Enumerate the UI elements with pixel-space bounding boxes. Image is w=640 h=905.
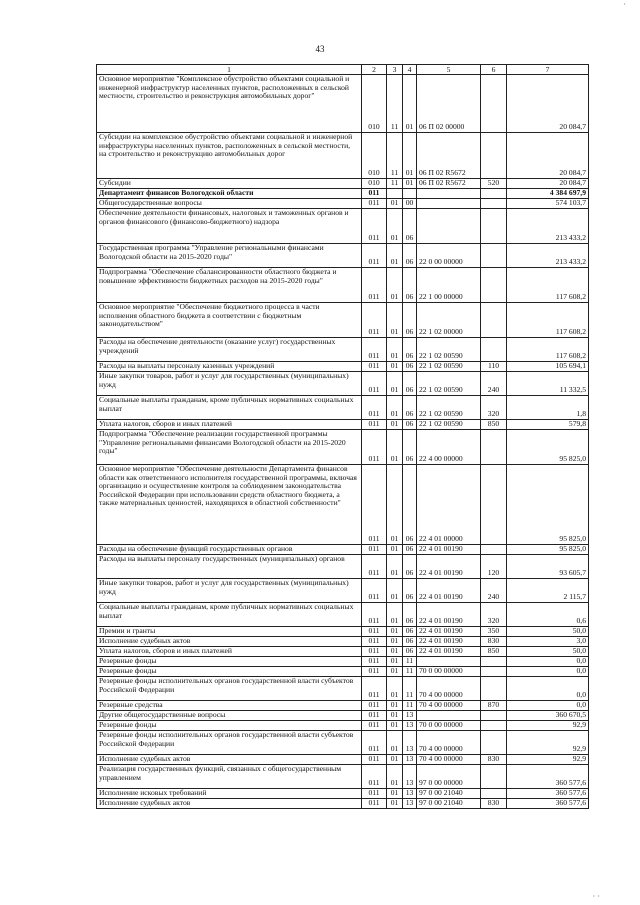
cell-subsection: 06 <box>403 579 417 603</box>
cell-subsection: 13 <box>403 765 417 789</box>
cell-subsection: 11 <box>403 667 417 677</box>
cell-expense-type: 320 <box>481 603 507 627</box>
cell-expense-type <box>481 199 507 209</box>
cell-section: 01 <box>387 755 403 765</box>
cell-target-article <box>417 209 481 244</box>
cell-target-article: 22 4 00 00000 <box>417 430 481 465</box>
cell-name: Резервные фонды исполнительных органов государственной власти субъектов Российской Федерации <box>97 731 362 755</box>
table-row <box>97 647 589 657</box>
table-row <box>97 545 589 555</box>
cell-amount: 0,0 <box>507 701 589 711</box>
col-header-2: 2 <box>362 65 387 75</box>
cell-amount: 92,9 <box>507 721 589 731</box>
cell-section: 01 <box>387 765 403 789</box>
cell-ministry-code: 011 <box>362 268 387 303</box>
cell-expense-type: 350 <box>481 627 507 637</box>
cell-amount: 50,0 <box>507 647 589 657</box>
cell-expense-type <box>481 465 507 545</box>
cell-section: 01 <box>387 657 403 667</box>
cell-subsection: 06 <box>403 430 417 465</box>
cell-ministry-code: 011 <box>362 465 387 545</box>
cell-amount: 93 605,7 <box>507 555 589 579</box>
cell-name: Департамент финансов Вологодской области <box>97 189 362 199</box>
cell-amount: 0,6 <box>507 603 589 627</box>
cell-subsection: 13 <box>403 789 417 799</box>
cell-target-article: 22 1 02 00000 <box>417 303 481 338</box>
table-row <box>97 701 589 711</box>
table-row <box>97 244 589 268</box>
cell-amount: 213 433,2 <box>507 244 589 268</box>
cell-amount: 105 694,1 <box>507 362 589 372</box>
cell-name: Уплата налогов, сборов и иных платежей <box>97 420 362 430</box>
cell-ministry-code: 011 <box>362 701 387 711</box>
cell-section: 01 <box>387 711 403 721</box>
cell-subsection: 06 <box>403 338 417 362</box>
cell-target-article: 22 4 01 00190 <box>417 647 481 657</box>
cell-subsection: 06 <box>403 244 417 268</box>
cell-section: 01 <box>387 545 403 555</box>
cell-target-article <box>417 199 481 209</box>
cell-ministry-code: 011 <box>362 199 387 209</box>
cell-ministry-code: 011 <box>362 711 387 721</box>
cell-expense-type: 240 <box>481 579 507 603</box>
cell-name: Уплата налогов, сборов и иных платежей <box>97 647 362 657</box>
cell-ministry-code: 011 <box>362 789 387 799</box>
cell-ministry-code: 010 <box>362 75 387 133</box>
table-row <box>97 667 589 677</box>
cell-ministry-code: 011 <box>362 765 387 789</box>
cell-name: Общегосударственные вопросы <box>97 199 362 209</box>
cell-section: 01 <box>387 420 403 430</box>
cell-section: 01 <box>387 789 403 799</box>
cell-subsection <box>403 189 417 199</box>
cell-amount: 95 825,0 <box>507 430 589 465</box>
table-row <box>97 765 589 789</box>
cell-subsection: 13 <box>403 755 417 765</box>
cell-name: Исполнение исковых требований <box>97 789 362 799</box>
cell-expense-type <box>481 338 507 362</box>
cell-target-article: 70 4 00 00000 <box>417 701 481 711</box>
table-row <box>97 303 589 338</box>
cell-amount: 360 577,6 <box>507 789 589 799</box>
cell-ministry-code: 011 <box>362 731 387 755</box>
cell-target-article: 22 4 01 00000 <box>417 465 481 545</box>
table-row <box>97 209 589 244</box>
cell-name: Расходы на обеспечение функций государственных органов <box>97 545 362 555</box>
cell-subsection: 06 <box>403 362 417 372</box>
cell-subsection: 01 <box>403 75 417 133</box>
cell-section: 01 <box>387 303 403 338</box>
cell-amount: 92,9 <box>507 755 589 765</box>
cell-ministry-code: 011 <box>362 189 387 199</box>
cell-amount: 213 433,2 <box>507 209 589 244</box>
cell-subsection: 06 <box>403 555 417 579</box>
cell-ministry-code: 011 <box>362 545 387 555</box>
table-row <box>97 362 589 372</box>
table-row <box>97 75 589 133</box>
cell-ministry-code: 011 <box>362 657 387 667</box>
cell-expense-type <box>481 765 507 789</box>
cell-ministry-code: 011 <box>362 677 387 701</box>
cell-target-article: 70 4 00 00000 <box>417 677 481 701</box>
cell-ministry-code: 011 <box>362 637 387 647</box>
cell-name: Премии и гранты <box>97 627 362 637</box>
cell-amount: 117 608,2 <box>507 338 589 362</box>
cell-section: 01 <box>387 199 403 209</box>
cell-expense-type: 830 <box>481 637 507 647</box>
cell-ministry-code: 010 <box>362 179 387 189</box>
cell-expense-type <box>481 303 507 338</box>
cell-amount: 2 115,7 <box>507 579 589 603</box>
table-row <box>97 731 589 755</box>
cell-section: 01 <box>387 677 403 701</box>
cell-ministry-code: 011 <box>362 420 387 430</box>
cell-ministry-code: 011 <box>362 362 387 372</box>
cell-section: 01 <box>387 721 403 731</box>
cell-target-article: 70 4 00 00000 <box>417 731 481 755</box>
cell-expense-type: 320 <box>481 396 507 420</box>
cell-section: 01 <box>387 430 403 465</box>
cell-target-article: 22 1 02 00590 <box>417 372 481 396</box>
cell-expense-type <box>481 430 507 465</box>
cell-subsection: 13 <box>403 731 417 755</box>
cell-amount: 11 332,5 <box>507 372 589 396</box>
cell-name: Исполнение судебных актов <box>97 637 362 647</box>
corner-mark-top: · <box>623 0 626 9</box>
cell-amount: 20 084,7 <box>507 179 589 189</box>
table-row <box>97 338 589 362</box>
cell-target-article: 22 4 01 00190 <box>417 579 481 603</box>
cell-ministry-code: 011 <box>362 430 387 465</box>
cell-subsection: 13 <box>403 711 417 721</box>
cell-expense-type: 850 <box>481 647 507 657</box>
cell-target-article: 22 4 01 00190 <box>417 545 481 555</box>
cell-name: Резервные фонды <box>97 721 362 731</box>
cell-expense-type <box>481 545 507 555</box>
cell-amount: 92,9 <box>507 731 589 755</box>
cell-section: 01 <box>387 603 403 627</box>
cell-amount: 95 825,0 <box>507 465 589 545</box>
cell-section: 01 <box>387 555 403 579</box>
cell-name: Резервные фонды исполнительных органов государственной власти субъектов Российской Федерации <box>97 677 362 701</box>
cell-amount: 3,0 <box>507 637 589 647</box>
col-header-7: 7 <box>507 65 589 75</box>
cell-amount: 360 670,5 <box>507 711 589 721</box>
table-row <box>97 555 589 579</box>
cell-amount: 50,0 <box>507 627 589 637</box>
cell-name: Основное мероприятие "Обеспечение деятельности Департамента финансов области как ответственного исполнителя государственной программы, включая организацию и осуществление контроля за соблюдением законодательства Российской Федерации при использовании средств областного бюджета, а также материальных ценностей, находящихся в областной собственности" <box>97 465 362 545</box>
cell-target-article: 22 4 01 00190 <box>417 637 481 647</box>
cell-name: Исполнение судебных актов <box>97 755 362 765</box>
cell-expense-type <box>481 209 507 244</box>
table-row <box>97 789 589 799</box>
table-row <box>97 430 589 465</box>
cell-ministry-code: 011 <box>362 372 387 396</box>
cell-ministry-code: 011 <box>362 721 387 731</box>
cell-expense-type <box>481 244 507 268</box>
cell-target-article: 22 4 01 00190 <box>417 555 481 579</box>
cell-name: Государственная программа "Управление региональными финансами Вологодской области на 2015-2020 годы" <box>97 244 362 268</box>
col-header-5: 5 <box>417 65 481 75</box>
cell-target-article: 97 0 00 21040 <box>417 799 481 809</box>
cell-expense-type: 240 <box>481 372 507 396</box>
col-header-6: 6 <box>481 65 507 75</box>
cell-expense-type <box>481 75 507 133</box>
cell-amount: 360 577,6 <box>507 799 589 809</box>
cell-name: Резервные фонды <box>97 657 362 667</box>
cell-amount: 4 384 697,9 <box>507 189 589 199</box>
cell-target-article: 70 0 00 00000 <box>417 667 481 677</box>
cell-amount: 20 084,7 <box>507 75 589 133</box>
cell-name: Подпрограмма "Обеспечение сбалансированности областного бюджета и повышение эффективности бюджетных расходов на 2015-2020 годы" <box>97 268 362 303</box>
cell-subsection: 13 <box>403 799 417 809</box>
cell-amount: 0,0 <box>507 677 589 701</box>
cell-name: Субсидии <box>97 179 362 189</box>
corner-mark-bottom: · · <box>592 892 600 901</box>
table-row <box>97 657 589 667</box>
cell-target-article: 22 1 02 00590 <box>417 362 481 372</box>
cell-ministry-code: 011 <box>362 396 387 420</box>
cell-subsection: 06 <box>403 268 417 303</box>
cell-expense-type: 850 <box>481 420 507 430</box>
cell-name: Расходы на выплаты персоналу государственных (муниципальных) органов <box>97 555 362 579</box>
table-row <box>97 677 589 701</box>
cell-name: Обеспечение деятельности финансовых, налоговых и таможенных органов и органов финансового (финансово-бюджетного) надзора <box>97 209 362 244</box>
cell-target-article <box>417 711 481 721</box>
cell-ministry-code: 011 <box>362 303 387 338</box>
table-row <box>97 372 589 396</box>
cell-name: Основное мероприятие "Комплексное обустройство объектами социальной и инженерной инфраструктур населенных пунктов, расположенных в сельской местности, строительство и реконструкция автомобильных дорог" <box>97 75 362 133</box>
cell-subsection: 06 <box>403 209 417 244</box>
cell-ministry-code: 011 <box>362 338 387 362</box>
cell-target-article: 22 1 02 00590 <box>417 396 481 420</box>
cell-target-article: 70 0 00 00000 <box>417 721 481 731</box>
cell-amount: 117 608,2 <box>507 303 589 338</box>
cell-amount: 579,8 <box>507 420 589 430</box>
cell-expense-type <box>481 189 507 199</box>
cell-subsection: 06 <box>403 603 417 627</box>
cell-name: Социальные выплаты гражданам, кроме публичных нормативных социальных выплат <box>97 603 362 627</box>
cell-expense-type <box>481 721 507 731</box>
cell-name: Основное мероприятие "Обеспечение бюджетного процесса в части исполнения областного бюджета в соответствии с бюджетным законодательством" <box>97 303 362 338</box>
cell-subsection: 11 <box>403 657 417 667</box>
cell-ministry-code: 011 <box>362 627 387 637</box>
cell-amount: 0,0 <box>507 667 589 677</box>
cell-name: Субсидии на комплексное обустройство объектами социальной и инженерной инфраструктуры населенных пунктов, расположенных в сельской местности, на строительство и реконструкцию автомобильных дорог <box>97 133 362 179</box>
cell-name: Реализация государственных функций, связанных с общегосударственным управлением <box>97 765 362 789</box>
table-row <box>97 637 589 647</box>
table-row <box>97 711 589 721</box>
cell-amount: 0,0 <box>507 657 589 667</box>
cell-subsection: 01 <box>403 133 417 179</box>
cell-name: Подпрограмма "Обеспечение реализации государственной программы "Управление региональными финансами Вологодской области на 2015-2020 годы" <box>97 430 362 465</box>
cell-target-article: 06 П 02 00000 <box>417 75 481 133</box>
cell-subsection: 06 <box>403 420 417 430</box>
table-row <box>97 396 589 420</box>
cell-section <box>387 189 403 199</box>
cell-subsection: 06 <box>403 465 417 545</box>
table-row <box>97 420 589 430</box>
table-row <box>97 579 589 603</box>
cell-ministry-code: 011 <box>362 667 387 677</box>
cell-name: Иные закупки товаров, работ и услуг для государственных (муниципальных) нужд <box>97 372 362 396</box>
table-row <box>97 799 589 809</box>
cell-expense-type <box>481 731 507 755</box>
cell-expense-type <box>481 268 507 303</box>
cell-section: 01 <box>387 396 403 420</box>
budget-table <box>96 64 589 809</box>
cell-section: 01 <box>387 465 403 545</box>
cell-section: 01 <box>387 209 403 244</box>
cell-section: 11 <box>387 179 403 189</box>
cell-target-article: 97 0 00 00000 <box>417 765 481 789</box>
cell-target-article: 22 1 02 00590 <box>417 338 481 362</box>
table-row <box>97 755 589 765</box>
cell-expense-type: 520 <box>481 179 507 189</box>
cell-section: 01 <box>387 579 403 603</box>
cell-subsection: 06 <box>403 637 417 647</box>
col-header-1: 1 <box>97 65 362 75</box>
cell-subsection: 13 <box>403 721 417 731</box>
cell-name: Резервные средства <box>97 701 362 711</box>
cell-subsection: 11 <box>403 701 417 711</box>
table-row <box>97 721 589 731</box>
cell-name: Расходы на обеспечение деятельности (оказание услуг) государственных учреждений <box>97 338 362 362</box>
cell-subsection: 11 <box>403 677 417 701</box>
cell-section: 01 <box>387 637 403 647</box>
cell-subsection: 06 <box>403 303 417 338</box>
cell-name: Исполнение судебных актов <box>97 799 362 809</box>
cell-subsection: 06 <box>403 545 417 555</box>
cell-name: Иные закупки товаров, работ и услуг для государственных (муниципальных) нужд <box>97 579 362 603</box>
cell-ministry-code: 011 <box>362 244 387 268</box>
cell-ministry-code: 011 <box>362 555 387 579</box>
cell-name: Расходы на выплаты персоналу казенных учреждений <box>97 362 362 372</box>
cell-target-article <box>417 657 481 667</box>
cell-subsection: 01 <box>403 179 417 189</box>
cell-target-article <box>417 189 481 199</box>
table-row <box>97 189 589 199</box>
cell-expense-type: 830 <box>481 755 507 765</box>
table-row <box>97 627 589 637</box>
cell-target-article: 22 1 02 00590 <box>417 420 481 430</box>
cell-section: 11 <box>387 75 403 133</box>
table-row <box>97 603 589 627</box>
col-header-4: 4 <box>403 65 417 75</box>
table-row <box>97 179 589 189</box>
cell-expense-type <box>481 657 507 667</box>
cell-expense-type <box>481 789 507 799</box>
cell-amount: 117 608,2 <box>507 268 589 303</box>
cell-ministry-code: 011 <box>362 603 387 627</box>
cell-ministry-code: 011 <box>362 209 387 244</box>
cell-section: 01 <box>387 799 403 809</box>
cell-section: 01 <box>387 731 403 755</box>
table-row <box>97 133 589 179</box>
column-header-row <box>97 65 589 75</box>
cell-amount: 574 103,7 <box>507 199 589 209</box>
cell-target-article: 06 П 02 R5672 <box>417 133 481 179</box>
cell-ministry-code: 011 <box>362 579 387 603</box>
cell-section: 01 <box>387 372 403 396</box>
cell-expense-type <box>481 711 507 721</box>
cell-expense-type: 110 <box>481 362 507 372</box>
cell-target-article: 70 4 00 00000 <box>417 755 481 765</box>
cell-ministry-code: 011 <box>362 647 387 657</box>
cell-expense-type <box>481 667 507 677</box>
cell-ministry-code: 011 <box>362 755 387 765</box>
cell-amount: 360 577,6 <box>507 765 589 789</box>
cell-expense-type: 870 <box>481 701 507 711</box>
cell-target-article: 22 1 00 00000 <box>417 268 481 303</box>
cell-amount: 1,8 <box>507 396 589 420</box>
table-row <box>97 199 589 209</box>
cell-section: 01 <box>387 362 403 372</box>
cell-target-article: 22 4 01 00190 <box>417 603 481 627</box>
table-row <box>97 268 589 303</box>
cell-name: Другие общегосударственные вопросы <box>97 711 362 721</box>
cell-target-article: 06 П 02 R5672 <box>417 179 481 189</box>
cell-subsection: 06 <box>403 627 417 637</box>
page-number: 43 <box>315 44 325 54</box>
cell-amount: 95 825,0 <box>507 545 589 555</box>
col-header-3: 3 <box>387 65 403 75</box>
cell-expense-type: 830 <box>481 799 507 809</box>
cell-target-article: 22 4 01 00190 <box>417 627 481 637</box>
cell-subsection: 00 <box>403 199 417 209</box>
cell-target-article: 22 0 00 00000 <box>417 244 481 268</box>
cell-amount: 20 084,7 <box>507 133 589 179</box>
cell-target-article: 97 0 00 21040 <box>417 789 481 799</box>
table-row <box>97 465 589 545</box>
cell-subsection: 06 <box>403 372 417 396</box>
cell-section: 01 <box>387 627 403 637</box>
cell-section: 01 <box>387 268 403 303</box>
cell-name: Резервные фонды <box>97 667 362 677</box>
cell-name: Социальные выплаты гражданам, кроме публичных нормативных социальных выплат <box>97 396 362 420</box>
cell-subsection: 06 <box>403 396 417 420</box>
cell-subsection: 06 <box>403 647 417 657</box>
cell-expense-type: 120 <box>481 555 507 579</box>
cell-section: 01 <box>387 667 403 677</box>
cell-section: 11 <box>387 133 403 179</box>
cell-expense-type <box>481 677 507 701</box>
cell-ministry-code: 010 <box>362 133 387 179</box>
cell-ministry-code: 011 <box>362 799 387 809</box>
cell-section: 01 <box>387 244 403 268</box>
cell-section: 01 <box>387 338 403 362</box>
cell-expense-type <box>481 133 507 179</box>
cell-section: 01 <box>387 701 403 711</box>
cell-section: 01 <box>387 647 403 657</box>
